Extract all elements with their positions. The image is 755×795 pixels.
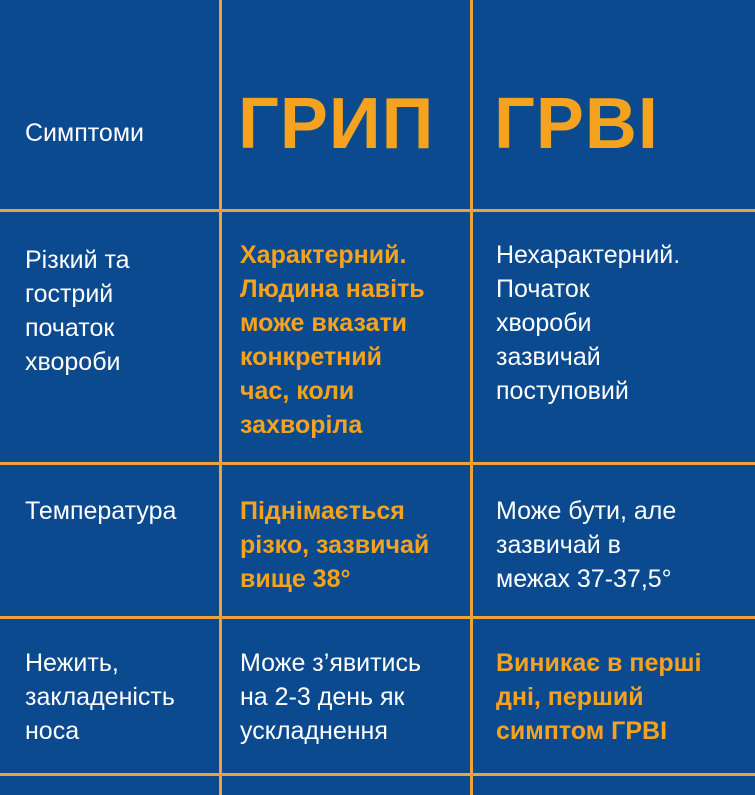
row-divider-4 [0,773,755,776]
row-onset-flu: Характерний. Людина навіть може вказати конкретний час, коли захворіла [240,241,425,439]
row-onset-symptom: Різкий та гострий початок хвороби [25,246,130,376]
row-onset-arvi: Нехарактерний. Початок хвороби зазвичай поступовий [496,241,681,405]
row-temperature-flu: Піднімається різко, зазвичай вище 38° [240,497,430,593]
header-flu-title: ГРИП [238,84,435,164]
row-divider-2 [0,462,755,465]
row-runny-nose-arvi: Виникає в перші дні, перший симптом ГРВІ [496,649,702,745]
row-temperature-symptom: Температура [25,497,177,525]
header-symptoms-label: Симптоми [25,119,144,147]
row-divider-3 [0,616,755,619]
header-arvi-title: ГРВІ [494,84,659,164]
row-runny-nose-flu: Може з’явитись на 2-3 день як ускладнення [240,649,422,745]
row-divider-1 [0,209,755,212]
column-divider-1 [219,0,222,795]
row-temperature-arvi: Може бути, але зазвичай в межах 37-37,5° [496,497,677,593]
row-runny-nose-symptom: Нежить, закладеність носа [25,649,175,745]
column-divider-2 [470,0,473,795]
